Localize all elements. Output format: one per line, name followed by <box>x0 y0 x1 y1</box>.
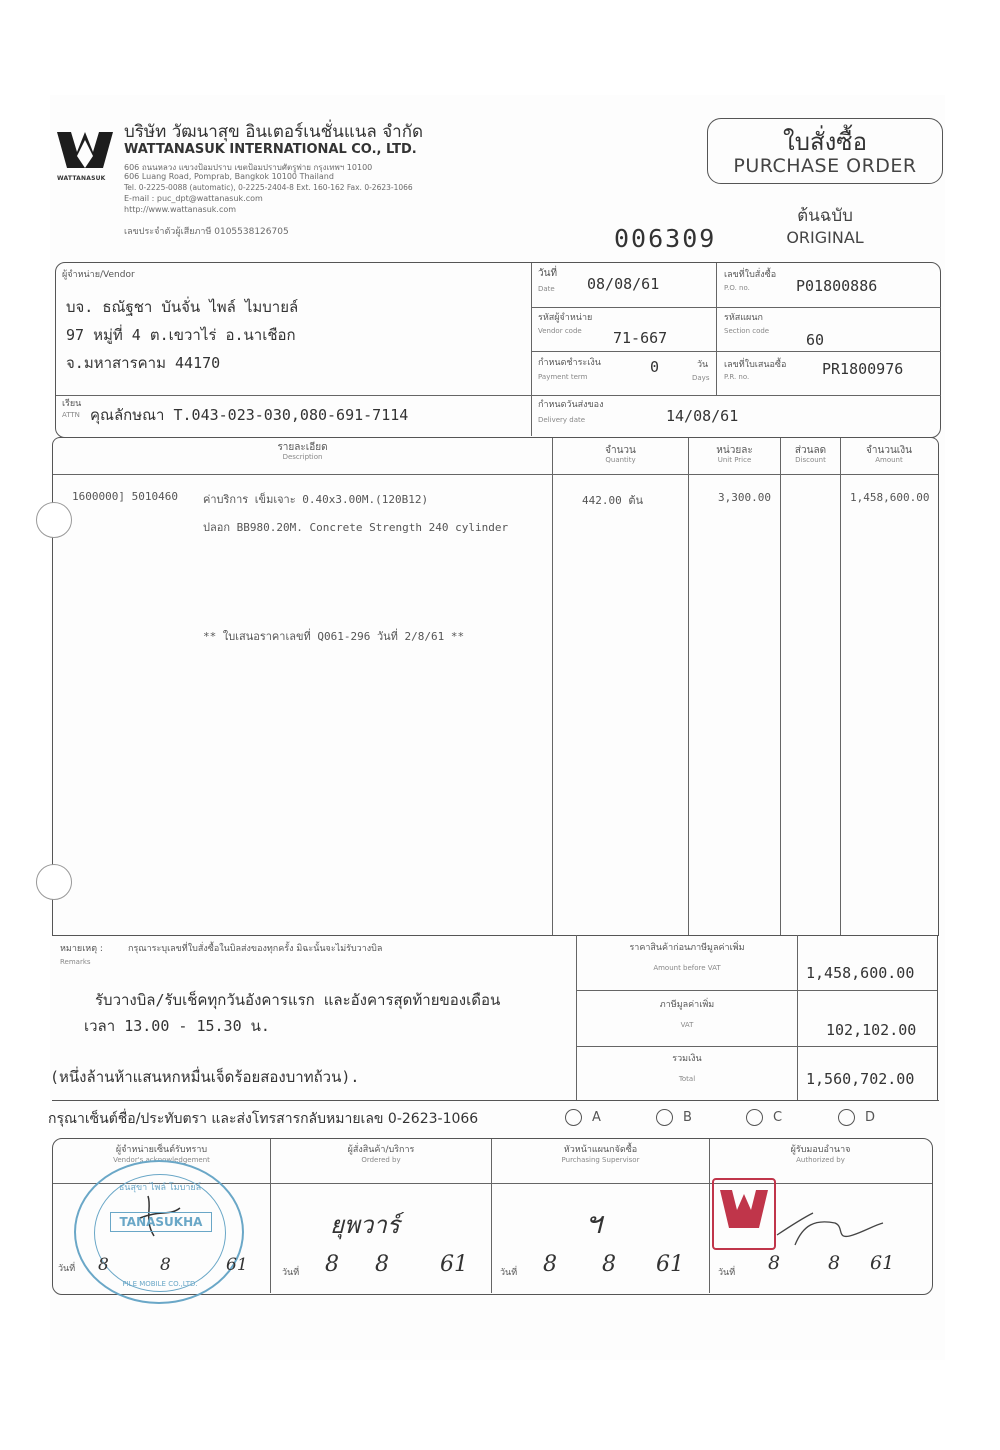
po-value: P01800886 <box>796 277 878 295</box>
option-a[interactable]: A <box>565 1109 601 1126</box>
vendor-line-3: จ.มหาสารคาม 44170 <box>66 354 221 372</box>
sig-date-1-y: 61 <box>226 1255 248 1275</box>
company-web: http://www.wattanasuk.com <box>124 205 237 214</box>
punch-hole-bottom <box>36 864 72 900</box>
company-name-th: บริษัท วัฒนาสุข อินเตอร์เนชั่นแนล จำกัด <box>124 122 424 142</box>
company-address-en: 606 Luang Road, Pomprab, Bangkok 10100 Thailand <box>124 172 334 181</box>
signature-ordered: ยุพวาร์ <box>330 1211 400 1239</box>
total-value: 1,560,702.00 <box>806 1070 915 1088</box>
option-d[interactable]: D <box>838 1109 875 1126</box>
sig-header-vendor: ผู้จำหน่ายเซ็นต์รับทราบ Vendor's acknowledgement <box>113 1145 210 1164</box>
sign-instruction: กรุณาเซ็นต์ชื่อ/ประทับตรา และส่งโทรสารกลับหมายเลข 0-2623-1066 <box>48 1111 479 1127</box>
vendor-stamp-name: TANASUKHA <box>110 1212 212 1232</box>
item-quantity: 442.00 ต้น <box>582 494 644 507</box>
item-quote-note: ** ใบเสนอราคาเลขที่ Q061-296 วันที่ 2/8/61 ** <box>203 630 465 643</box>
remarks-note-2: เวลา 13.00 - 15.30 น. <box>84 1017 270 1035</box>
attn-value: คุณลักษณา T.043-023-030,080-691-7114 <box>90 406 409 424</box>
vat-value: 102,102.00 <box>826 1021 917 1039</box>
sig-date-2-y: 61 <box>440 1252 468 1277</box>
copy-th: ต้นฉบับ <box>797 206 853 226</box>
vat-label: ภาษีมูลค่าเพิ่ม VAT <box>659 1000 715 1029</box>
vendor-stamp-ring: ธนสุขา ไพล์ โมบายล์ <box>118 1183 202 1193</box>
company-email: E-mail : puc_dpt@wattanasuk.com <box>124 194 263 203</box>
stamp-w-icon <box>714 1180 774 1240</box>
sig-header-supervisor: หัวหน้าแผนกจัดซื้อ Purchasing Supervisor <box>561 1145 640 1164</box>
company-tax-id: เลขประจำตัวผู้เสียภาษี 0105538126705 <box>124 227 289 237</box>
signature-supervisor: ฯ <box>585 1206 602 1241</box>
company-address-th: 606 ถนนหลวง แขวงป้อมปราบ เขตป้อมปราบศัตรูพ่าย กรุงเทพฯ 10100 <box>124 163 373 172</box>
remarks-label-en: Remarks <box>60 958 91 966</box>
section-label-en: Section code <box>724 327 770 335</box>
before-vat-value: 1,458,600.00 <box>806 964 915 982</box>
document-number: 006309 <box>614 224 717 253</box>
remarks-printed: กรุณาระบุเลขที่ใบสั่งซื้อในบิลส่งของทุกครั้ง มิฉะนั้นจะไม่รับวางบิล <box>128 944 383 954</box>
before-vat-label: ราคาสินค้าก่อนภาษีมูลค่าเพิ่ม Amount before VAT <box>629 943 745 972</box>
header-description: รายละเอียด Description <box>277 442 328 461</box>
section-value: 60 <box>806 331 825 349</box>
pr-value: PR1800976 <box>822 360 904 378</box>
items-table <box>52 437 939 936</box>
sig-date-1-m: 8 <box>160 1255 171 1275</box>
vendor-code-label-en: Vendor code <box>538 327 582 335</box>
option-c-radio[interactable] <box>746 1109 763 1126</box>
sig-date-label-2: วันที่ <box>282 1268 300 1278</box>
amount-in-words: (หนึ่งล้านห้าแสนหกหมื่นเจ็ดร้อยสองบาทถ้วน). <box>50 1068 360 1086</box>
item-unit-price: 3,300.00 <box>718 491 771 504</box>
sig-header-ordered: ผู้สั่งสินค้า/บริการ Ordered by <box>347 1145 415 1164</box>
option-d-radio[interactable] <box>838 1109 855 1126</box>
option-a-radio[interactable] <box>565 1109 582 1126</box>
vendor-line-1: บจ. ธณัฐชา บันจั่น ไพล์ ไมบายล์ <box>66 298 299 316</box>
days-label-en: Days <box>692 374 710 382</box>
delivery-label-en: Delivery date <box>538 416 586 424</box>
item-amount: 1,458,600.00 <box>850 491 930 504</box>
option-b[interactable]: B <box>656 1109 692 1126</box>
header-unit-price: หน่วยละ Unit Price <box>716 445 753 464</box>
option-c[interactable]: C <box>746 1109 782 1126</box>
remarks-label: หมายเหตุ : <box>60 944 103 954</box>
payment-label-en: Payment term <box>538 373 588 381</box>
logo-icon <box>57 130 113 170</box>
header-discount: ส่วนลด Discount <box>794 445 827 464</box>
pr-label-th: เลขที่ใบเสนอซื้อ <box>724 360 787 370</box>
days-label-th: วัน <box>697 360 709 370</box>
signature-authorized-scribble <box>775 1205 885 1250</box>
date-value: 08/08/61 <box>587 275 660 293</box>
sig-date-3-y: 61 <box>656 1252 684 1277</box>
sig-date-label-1: วันที่ <box>58 1264 76 1274</box>
pr-label-en: P.R. no. <box>724 373 750 381</box>
vendor-line-2: 97 หมู่ที่ 4 ต.เขวาไร่ อ.นาเชือก <box>66 326 296 344</box>
sig-date-label-3: วันที่ <box>500 1268 518 1278</box>
section-label-th: รหัสแผนก <box>724 313 763 323</box>
item-description-2: ปลอก BB980.20M. Concrete Strength 240 cylinder <box>203 521 509 534</box>
payment-value: 0 <box>650 358 660 376</box>
punch-hole-top <box>36 502 72 538</box>
company-name-en: WATTANASUK INTERNATIONAL CO., LTD. <box>124 142 417 157</box>
sig-date-3-m: 8 <box>602 1252 616 1277</box>
sig-date-4-y: 61 <box>870 1252 895 1274</box>
sig-date-2-d: 8 <box>325 1252 339 1277</box>
vendor-label: ผู้จำหน่าย/Vendor <box>62 270 135 280</box>
vendor-stamp <box>74 1160 244 1304</box>
title-en: PURCHASE ORDER <box>733 155 917 177</box>
attn-label-en: ATTN <box>62 411 80 419</box>
item-description-1: ค่าบริการ เข็มเจาะ 0.40x3.00M.(120B12) <box>203 493 429 506</box>
item-code: 1600000] 5010460 <box>72 490 178 503</box>
delivery-label-th: กำหนดวันส่งของ <box>538 400 604 410</box>
payment-label-th: กำหนดชำระเงิน <box>538 358 601 368</box>
option-b-radio[interactable] <box>656 1109 673 1126</box>
company-tel: Tel. 0-2225-0088 (automatic), 0-2225-2404-8 Ext. 160-162 Fax. 0-2623-1066 <box>124 183 413 192</box>
vendor-code-label-th: รหัสผู้จำหน่าย <box>538 313 593 323</box>
total-label: รวมเงิน Total <box>672 1054 702 1083</box>
po-label-th: เลขที่ใบสั่งซื้อ <box>724 270 777 280</box>
delivery-value: 14/08/61 <box>666 407 739 425</box>
po-label-en: P.O. no. <box>724 284 750 292</box>
sig-date-3-d: 8 <box>543 1252 557 1277</box>
title-th: ใบสั่งซื้อ <box>782 128 868 156</box>
sig-date-2-m: 8 <box>375 1252 389 1277</box>
vendor-stamp-bottom: PILE MOBILE CO.,LTD. <box>122 1280 198 1288</box>
date-label-en: Date <box>538 285 555 293</box>
attn-label-th: เรียน <box>62 399 82 409</box>
remarks-note-1: รับวางบิล/รับเช็คทุกวันอังคารแรก และอังคารสุดท้ายของเดือน <box>95 991 501 1009</box>
date-label-th: วันที่ <box>538 268 558 279</box>
vendor-code-value: 71-667 <box>613 329 668 347</box>
sig-date-4-m: 8 <box>828 1252 841 1274</box>
sig-header-authorized: ผู้รับมอบอำนาจ Authorized by <box>790 1145 851 1164</box>
sig-date-label-4: วันที่ <box>718 1268 736 1278</box>
authorized-stamp <box>712 1178 776 1250</box>
header-quantity: จำนวน Quantity <box>605 445 636 464</box>
company-logo <box>57 130 113 182</box>
sig-date-1-d: 8 <box>98 1255 109 1275</box>
copy-en: ORIGINAL <box>786 228 864 247</box>
logo-caption: WATTANASUK <box>57 175 106 182</box>
sig-date-4-d: 8 <box>768 1252 781 1274</box>
header-amount: จำนวนเงิน Amount <box>866 445 912 464</box>
